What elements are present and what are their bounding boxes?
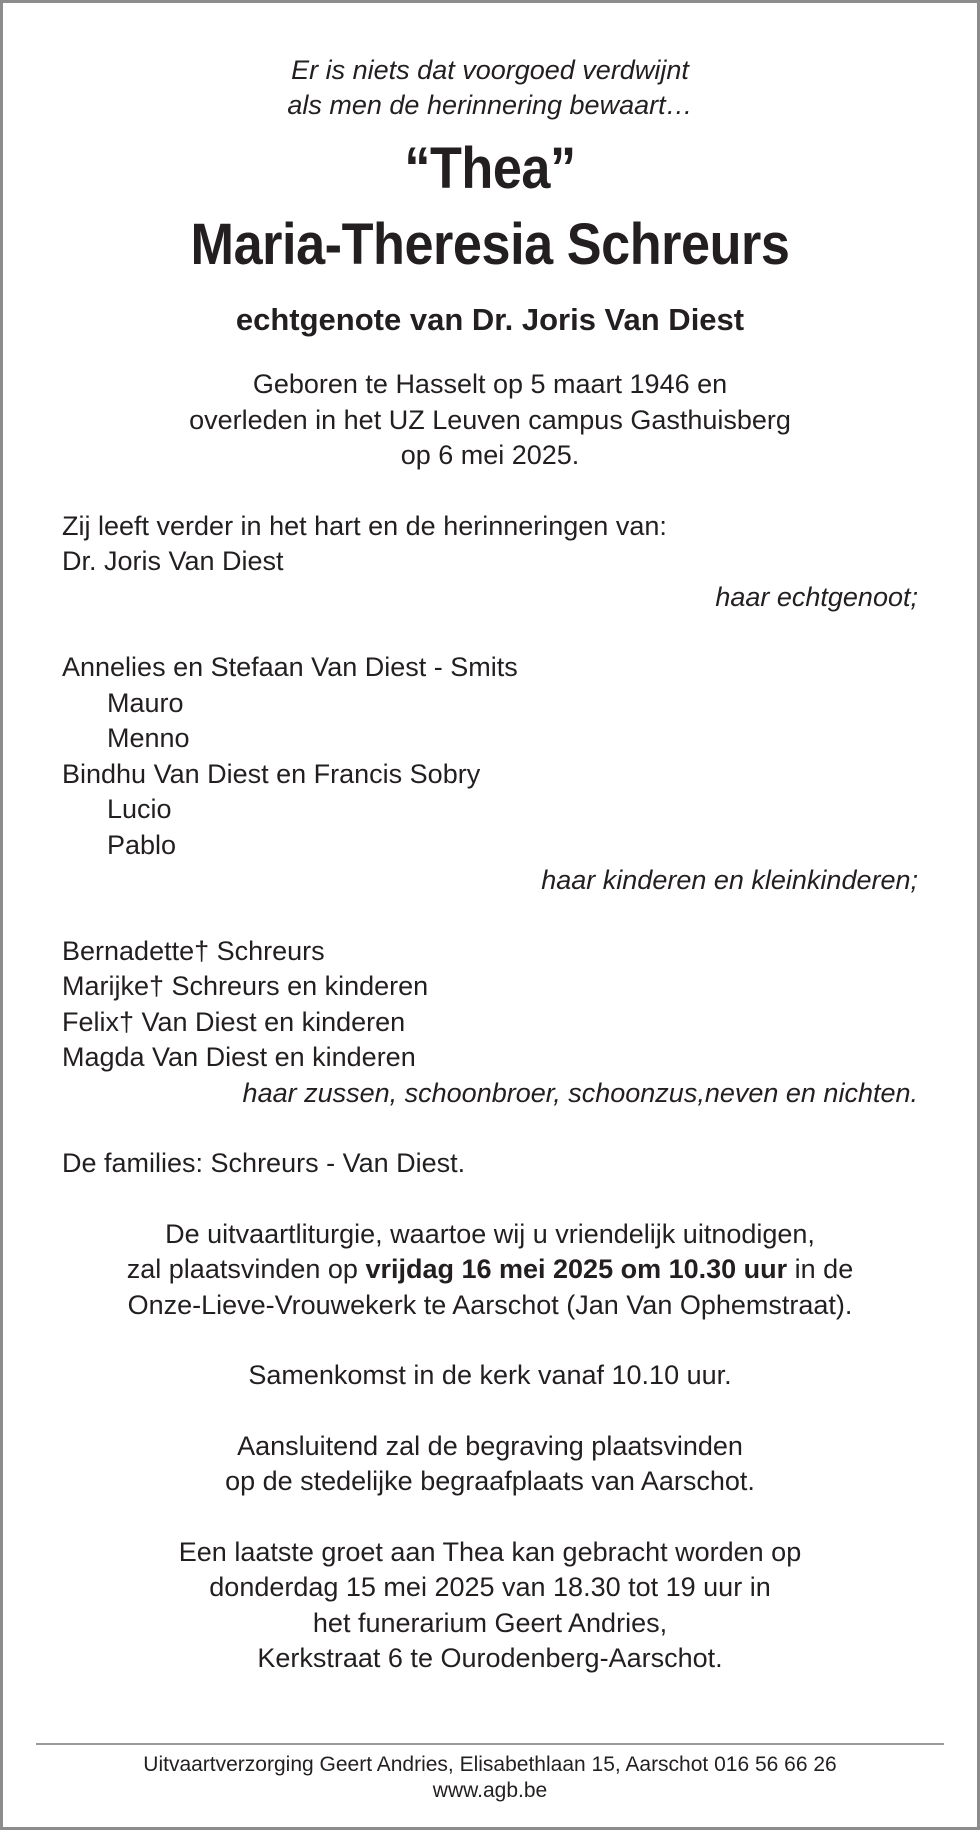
funeral-location: Onze-Lieve-Vrouwekerk te Aarschot (Jan Van Ophemstraat).: [127, 1289, 853, 1320]
farewell-line-1: Een laatste groet aan Thea kan gebracht worden op: [178, 1536, 802, 1567]
deceased-nickname: “Thea”: [404, 136, 576, 201]
gathering-time: Samenkomst in de kerk vanaf 10.10 uur.: [248, 1360, 732, 1390]
deceased-full-name: Maria-Theresia Schreurs: [190, 212, 790, 277]
funeral-announcement: [62, 1217, 918, 1677]
motto: [62, 53, 918, 123]
sibling-name: Marijke† Schreurs en kinderen: [62, 971, 429, 1001]
sibling-name: Felix† Van Diest en kinderen: [62, 1006, 406, 1037]
farewell-line-4: Kerkstraat 6 te Ourodenberg-Aarschot.: [257, 1643, 723, 1673]
death-line: overleden in het UZ Leuven campus Gasthuisberg: [189, 404, 791, 435]
funeral-line-2-post: in de: [787, 1254, 854, 1284]
funeral-date-time: vrijdag 16 mei 2025 om 10.30 uur: [365, 1254, 788, 1284]
farewell-line-2: donderdag 15 mei 2025 van 18.30 tot 19 uur in: [209, 1572, 771, 1602]
farewell-line-3: het funerarium Geert Andries,: [312, 1607, 668, 1638]
funeral-director-website: www.agb.be: [432, 1779, 548, 1802]
obituary-content: [62, 53, 918, 1677]
children-relation: haar kinderen en kleinkinderen;: [541, 865, 918, 895]
child-family-1: Annelies en Stefaan Van Diest - Smits: [62, 652, 518, 682]
motto-line-1: Er is niets dat voorgoed verdwijnt: [291, 55, 689, 85]
funeral-line-1: De uitvaartliturgie, waartoe wij u vriendelijk uitnodigen,: [165, 1218, 815, 1249]
mourners-list: [62, 509, 918, 1182]
mourners-intro: Zij leeft verder in het hart en de herinneringen van:: [62, 510, 667, 541]
families-line: De families: Schreurs - Van Diest.: [62, 1148, 466, 1178]
birth-line: Geboren te Hasselt op 5 maart 1946 en: [252, 369, 728, 399]
burial-line-1: Aansluitend zal de begraving plaatsvinden: [237, 1430, 743, 1461]
footer: [36, 1752, 944, 1804]
grandchild-name: Lucio: [107, 794, 172, 824]
grandchild-name: Mauro: [107, 687, 184, 718]
siblings-relation: haar zussen, schoonbroer, schoonzus,neven en nichten.: [242, 1077, 918, 1108]
grandchild-name: Pablo: [107, 829, 177, 860]
grandchild-name: Menno: [107, 723, 190, 753]
footer-divider: [36, 1743, 944, 1745]
sibling-name: Magda Van Diest en kinderen: [62, 1042, 416, 1072]
sibling-name: Bernadette† Schreurs: [62, 935, 325, 966]
death-date-line: op 6 mei 2025.: [400, 440, 580, 470]
spouse-of-line: echtgenote van Dr. Joris Van Diest: [235, 302, 745, 337]
funeral-director-info: Uitvaartverzorging Geert Andries, Elisabethlaan 15, Aarschot 016 56 66 26: [143, 1753, 837, 1776]
funeral-line-2-pre: zal plaatsvinden op: [126, 1254, 366, 1284]
burial-line-2: op de stedelijke begraafplaats van Aarschot.: [225, 1466, 755, 1496]
birth-death-text: [62, 367, 918, 474]
spouse-relation: haar echtgenoot;: [715, 581, 918, 612]
child-family-2: Bindhu Van Diest en Francis Sobry: [62, 758, 481, 789]
spouse-name: Dr. Joris Van Diest: [62, 546, 284, 576]
funeral-line-2: [62, 1252, 918, 1288]
motto-line-2: als men de herinnering bewaart…: [287, 90, 693, 120]
